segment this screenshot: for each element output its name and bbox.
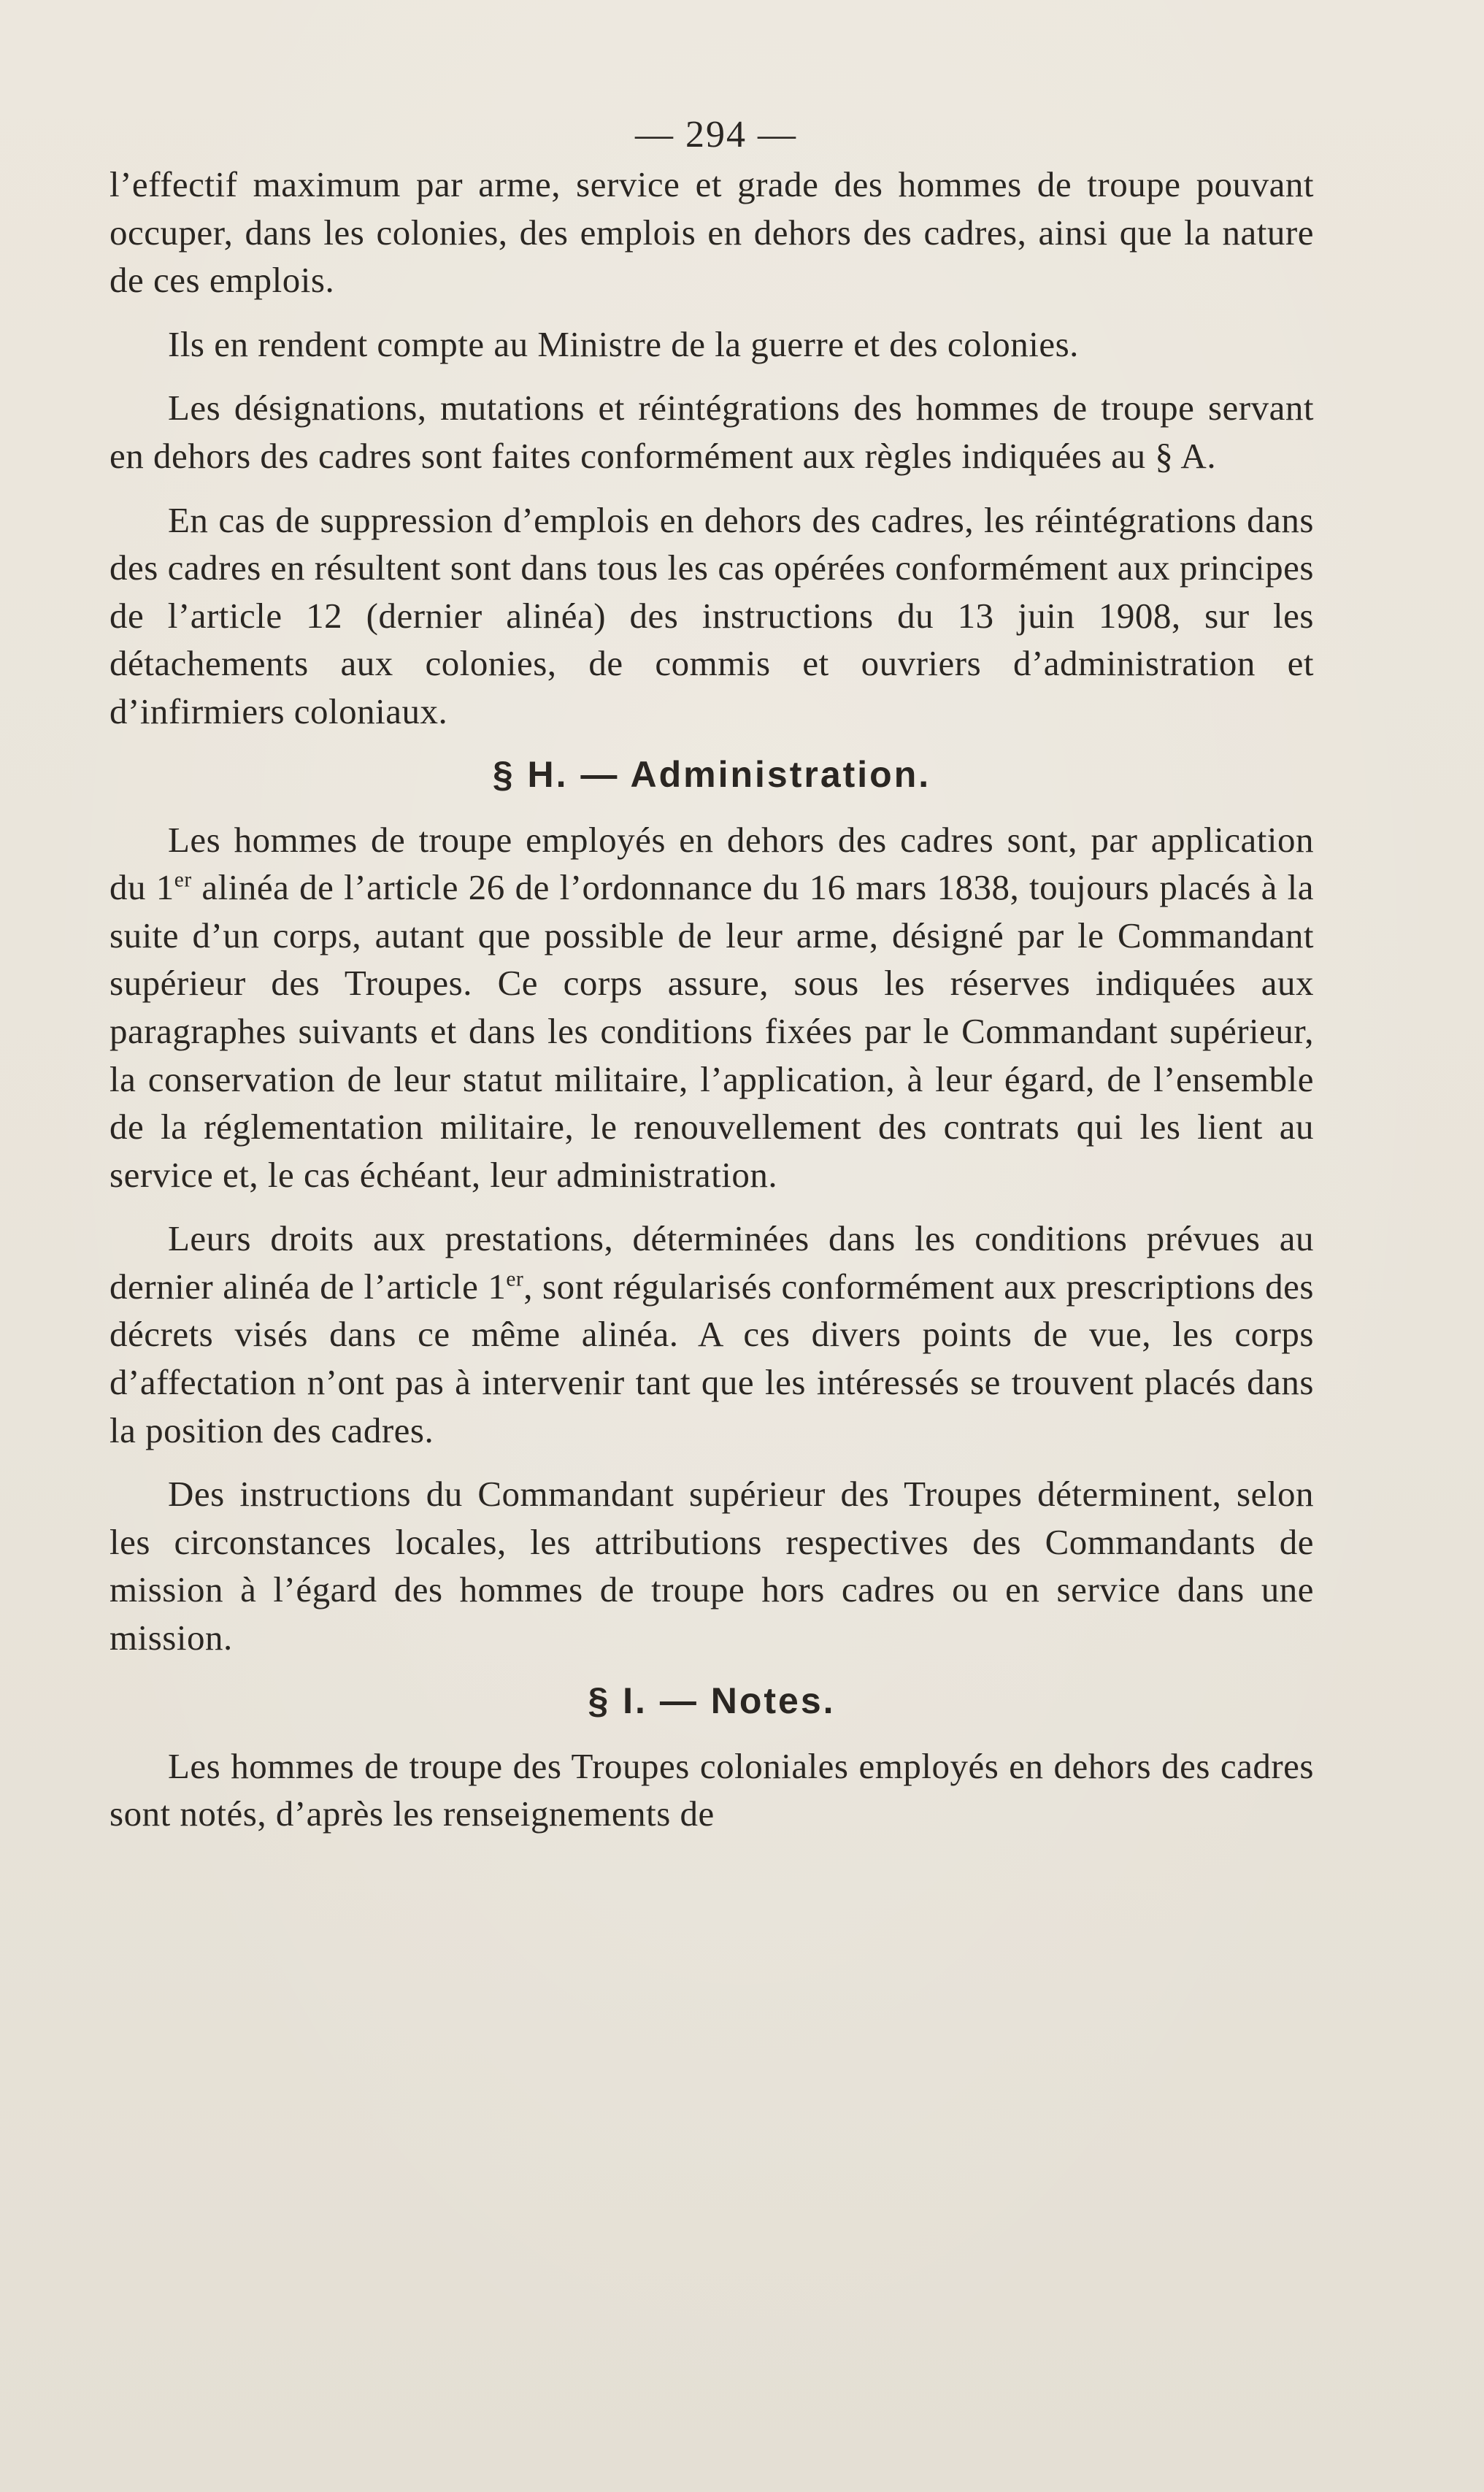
paragraph-5-part-b: alinéa de l’article 26 de l’ordonnance du 16 mars 1838, toujours placés à la suite d’un corps, autant que possible de leur arme, désigné par le Commandant supérieur des Troupes. Ce corps assure, sous les réserves indiquées aux paragraphes suivants et dans les conditions fixées par le Commandant supérieur, la conservation de leur statut militaire, l’application, à leur égard, de l’ensemble de la réglementation militaire, le renouvellement des contrats qui les lient au service et, le cas échéant, leur administration. xyxy=(109,867,1314,1195)
section-heading-notes: § I. — Notes. xyxy=(588,1680,836,1721)
paragraph-5-superscript: er xyxy=(174,868,192,892)
page-text-block xyxy=(109,109,1314,1838)
paragraph-1: l’effectif maximum par arme, service et grade des hommes de troupe pouvant occuper, dans les colonies, des emplois en dehors des cadres, ainsi que la nature de ces emplois. xyxy=(109,164,1314,301)
paragraph-6-part-a: Leurs droits aux prestations, déterminées dans les conditions prévues au dernier alinéa de l’article 1 xyxy=(109,1218,1314,1307)
paragraph-6-part-b: , sont régularisés conformément aux prescriptions des décrets visés dans ce même alinéa. A ces divers points de vue, les corps d’affectation n’ont pas à intervenir tant que les intéressés se trouvent placés dans la position des cadres. xyxy=(109,1266,1315,1450)
paragraph-5 xyxy=(109,816,1314,1199)
paragraph-4: En cas de suppression d’emplois en dehors des cadres, les réintégrations dans des cadres en résultent sont dans tous les cas opérées conformément aux principes de l’article 12 (dernier alinéa) des instructions du 13 juin 1908, sur les détachements aux colonies, de commis et ouvriers d’administration et d’infirmiers coloniaux. xyxy=(109,499,1314,731)
paragraph-2: Ils en rendent compte au Ministre de la guerre et des colonies. xyxy=(168,323,1079,364)
paragraph-6-superscript: er xyxy=(506,1267,524,1291)
page-number: — 294 — xyxy=(635,114,797,155)
section-heading-administration: § H. — Administration. xyxy=(492,753,931,795)
paragraph-7: Des instructions du Commandant supérieur des Troupes déterminent, selon les circonstances locales, les attributions respectives des Commandants de mission à l’égard des hommes de troupe hors cadres ou en service dans une mission. xyxy=(109,1474,1314,1658)
paragraph-3: Les désignations, mutations et réintégrations des hommes de troupe servant en dehors des cadres sont faites conformément aux règles indiquées au § A. xyxy=(109,388,1314,476)
paragraph-5-part-a: Les hommes de troupe employés en dehors des cadres sont, par application du 1 xyxy=(109,819,1314,908)
paragraph-8: Les hommes de troupe des Troupes coloniales employés en dehors des cadres sont notés, d’après les renseignements de xyxy=(109,1745,1314,1834)
paragraph-6 xyxy=(109,1215,1314,1454)
